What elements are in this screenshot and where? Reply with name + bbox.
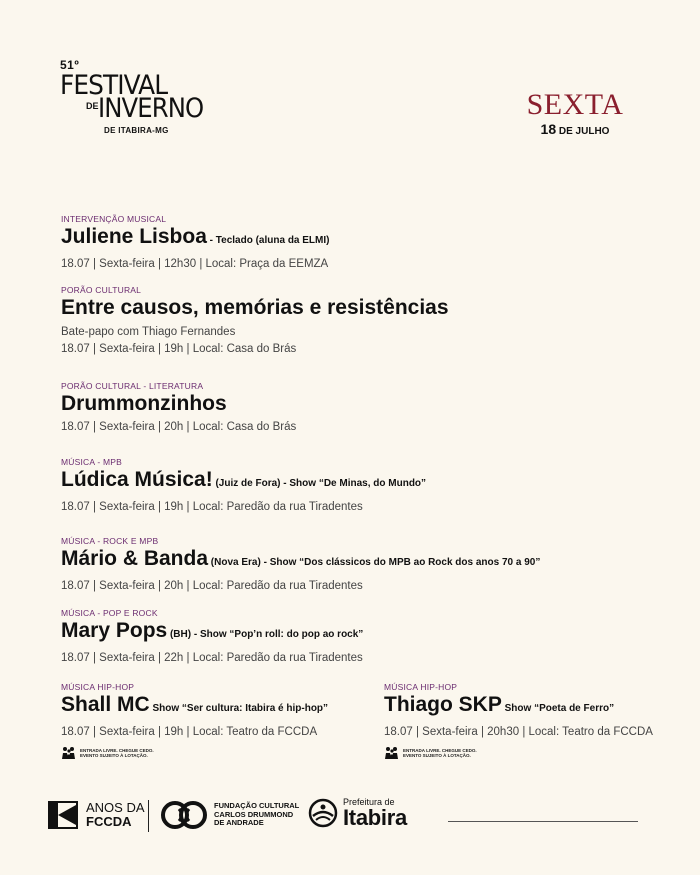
- edition-number: 51º: [60, 58, 80, 72]
- prefeitura-line1: Prefeitura de: [343, 797, 395, 807]
- fundacao-logo: [160, 800, 299, 830]
- event-thiago-skp: [384, 682, 653, 760]
- event-juliene-lisboa: [61, 214, 329, 270]
- logo-place: DE ITABIRA-MG: [104, 126, 169, 135]
- badge-text: [80, 748, 154, 759]
- event-title: Entre causos, memórias e resistências: [61, 296, 449, 319]
- event-ludica-musica: [61, 457, 426, 513]
- fccda-text: [86, 801, 145, 829]
- event-title: Drummonzinhos: [61, 392, 227, 415]
- badge-line: ENTRADA LIVRE. CHEGUE CEDO.: [80, 747, 154, 753]
- people-icon: [384, 746, 400, 760]
- fundacao-line: DE ANDRADE: [214, 818, 264, 828]
- day-name: SEXTA: [526, 88, 624, 121]
- event-category: INTERVENÇÃO MUSICAL: [61, 214, 167, 224]
- event-details: 18.07 | Sexta-feira | 12h30 | Local: Praça da EEMZA: [61, 258, 329, 270]
- event-title: [61, 467, 426, 496]
- fccda-logo: [48, 801, 145, 829]
- event-title: [384, 692, 653, 721]
- event-subtitle: Show “Poeta de Ferro”: [501, 703, 615, 714]
- event-shall-mc: [61, 682, 328, 760]
- event-title-text: Mário & Banda: [61, 547, 209, 570]
- logo-word-festival: FESTIVAL: [60, 70, 168, 101]
- event-title-text: Mary Pops: [61, 619, 168, 642]
- prefeitura-logo: [308, 797, 407, 829]
- event-details: 18.07 | Sexta-feira | 19h | Local: Teatro da FCCDA: [61, 726, 318, 738]
- event-category: MÚSICA HIP-HOP: [61, 682, 135, 692]
- event-entre-causos: [61, 285, 449, 355]
- prefeitura-mark-icon: [308, 798, 338, 828]
- event-details: 18.07 | Sexta-feira | 20h | Local: Paredão da rua Tiradentes: [61, 580, 363, 592]
- fundacao-line: CARLOS DRUMMOND: [214, 809, 294, 819]
- event-category: MÚSICA - POP E ROCK: [61, 608, 158, 618]
- event-category: MÚSICA - MPB: [61, 457, 122, 467]
- footer-divider: [148, 800, 149, 832]
- footer-rule: [448, 821, 638, 822]
- event-description: Bate-papo com Thiago Fernandes: [61, 326, 236, 338]
- event-category: MÚSICA - ROCK E MPB: [61, 536, 159, 546]
- event-subtitle: (Nova Era) - Show “Dos clássicos do MPB ao Rock dos anos 70 a 90”: [208, 557, 541, 568]
- fccda-line1: ANOS DA: [86, 800, 145, 815]
- day-header: [520, 90, 630, 137]
- day-date: [520, 121, 630, 137]
- date-number: 18: [540, 121, 557, 137]
- footer-logos: [48, 797, 648, 834]
- fccda-mark-icon: [48, 801, 78, 829]
- event-category: MÚSICA HIP-HOP: [384, 682, 458, 692]
- free-entry-badge: [384, 746, 653, 760]
- event-subtitle: Show “Ser cultura: Itabira é hip-hop”: [149, 703, 329, 714]
- fundacao-mark-icon: [160, 800, 208, 830]
- event-category: PORÃO CULTURAL - LITERATURA: [61, 381, 204, 391]
- date-month: DE JULHO: [558, 126, 610, 137]
- event-title-text: Shall MC: [61, 693, 150, 716]
- event-title-text: Lúdica Música!: [61, 468, 213, 491]
- event-title: [61, 692, 328, 721]
- prefeitura-text: [343, 797, 407, 829]
- logo-word-de: DE: [86, 101, 99, 111]
- event-title: [61, 546, 540, 575]
- fundacao-text: [214, 802, 299, 828]
- event-title-text: Thiago SKP: [384, 693, 502, 716]
- free-entry-badge: [61, 746, 328, 760]
- event-subtitle: - Teclado (aluna da ELMI): [206, 235, 330, 246]
- event-details: 18.07 | Sexta-feira | 19h | Local: Paredão da rua Tiradentes: [61, 501, 363, 513]
- fundacao-line: FUNDAÇÃO CULTURAL: [214, 801, 300, 811]
- event-category: PORÃO CULTURAL: [61, 285, 142, 295]
- badge-line: ENTRADA LIVRE. CHEGUE CEDO.: [403, 747, 477, 753]
- people-icon: [61, 746, 77, 760]
- event-details: 18.07 | Sexta-feira | 19h | Local: Casa do Brás: [61, 343, 297, 355]
- badge-line: EVENTO SUJEITO À LOTAÇÃO.: [80, 753, 148, 758]
- event-mario-banda: [61, 536, 540, 592]
- fccda-line2: FCCDA: [86, 814, 132, 829]
- event-details: 18.07 | Sexta-feira | 20h | Local: Casa do Brás: [61, 421, 297, 433]
- badge-text: [403, 748, 477, 759]
- logo-word-inverno: INVERNO: [98, 93, 204, 124]
- event-subtitle: (Juiz de Fora) - Show “De Minas, do Mundo”: [212, 478, 427, 489]
- event-title: [61, 618, 363, 647]
- prefeitura-line2: Itabira: [343, 805, 407, 830]
- event-mary-pops: [61, 608, 363, 664]
- event-title-text: Juliene Lisboa: [61, 225, 207, 248]
- event-title: [61, 224, 329, 253]
- event-details: 18.07 | Sexta-feira | 20h30 | Local: Teatro da FCCDA: [384, 726, 653, 738]
- badge-line: EVENTO SUJEITO À LOTAÇÃO.: [403, 753, 471, 758]
- event-details: 18.07 | Sexta-feira | 22h | Local: Paredão da rua Tiradentes: [61, 652, 363, 664]
- event-drummonzinhos: [61, 381, 296, 433]
- event-subtitle: (BH) - Show “Pop’n roll: do pop ao rock”: [167, 629, 364, 640]
